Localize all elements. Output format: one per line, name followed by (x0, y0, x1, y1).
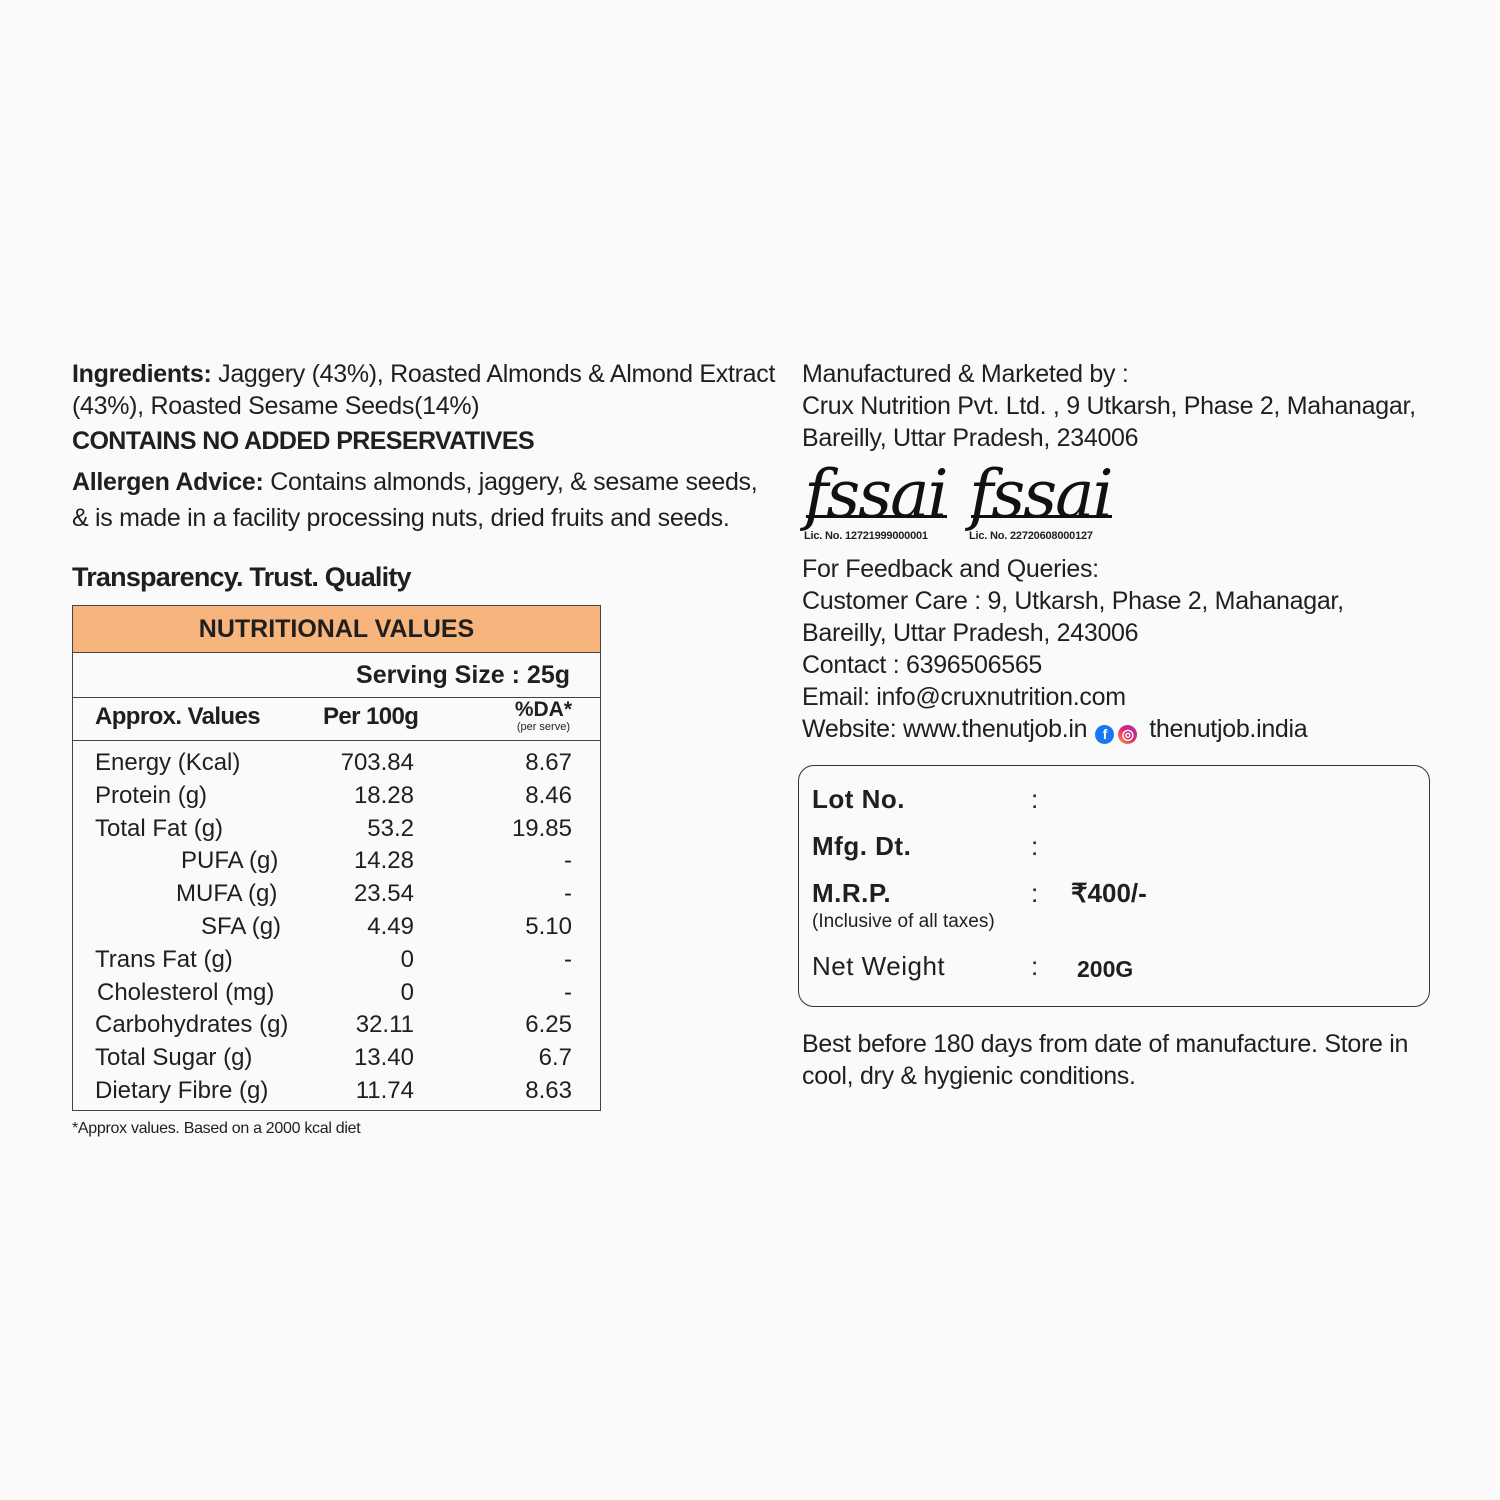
column-header-approx-values: Approx. Values (95, 703, 260, 730)
nutrition-table-title: NUTRITIONAL VALUES (73, 606, 600, 653)
fssai-logo (804, 456, 947, 533)
table-row (73, 977, 600, 1010)
no-preservatives-note: CONTAINS NO ADDED PRESERVATIVES (72, 427, 535, 455)
daily-allowance-value: - (564, 880, 572, 908)
per-100g-value: 32.11 (355, 1011, 414, 1039)
mrp-label: M.R.P. (812, 878, 892, 908)
mrp-colon: : (1031, 878, 1039, 908)
daily-allowance-value: 5.10 (525, 912, 572, 940)
per-100g-value: 14.28 (353, 847, 414, 875)
per-100g-value: 18.28 (353, 781, 414, 809)
net-weight-value: 200G (1077, 956, 1134, 982)
per-100g-value: 0 (400, 978, 414, 1006)
fssai-badge (969, 456, 1112, 542)
table-row (73, 944, 600, 977)
fssai-badge (804, 456, 947, 542)
website-url: Website: www.thenutjob.in (802, 715, 1088, 743)
customer-care-address: Customer Care : 9, Utkarsh, Phase 2, Mahanagar, (802, 587, 1344, 615)
table-row (73, 911, 600, 944)
tagline: Transparency. Trust. Quality (72, 562, 411, 592)
manufacturer-info (802, 358, 1442, 454)
nutrient-name: PUFA (g) (181, 847, 279, 875)
daily-allowance-value: - (564, 945, 572, 973)
nutrition-rows (73, 741, 600, 1108)
nutrient-name: Total Fat (g) (95, 814, 224, 842)
allergen-body: Contains almonds, jaggery, & sesame seeds, & is made in a facility processing nuts, dried fruits and seeds. (72, 468, 758, 532)
per-100g-value: 703.84 (340, 749, 414, 776)
fssai-logo-text: fssai (804, 456, 947, 533)
daily-allowance-value: - (564, 978, 572, 1006)
nutrient-name: SFA (g) (201, 912, 282, 940)
per-100g-value: 4.49 (367, 912, 414, 940)
contact-phone: Contact : 6396506565 (802, 651, 1043, 679)
mfg-date-colon: : (1031, 831, 1039, 861)
daily-allowance-label: %DA* (514, 698, 572, 721)
allergen-advice (72, 464, 772, 536)
daily-allowance-sublabel: (per serve) (516, 721, 570, 733)
serving-size: Serving Size : 25g (73, 653, 600, 698)
nutrition-table (72, 605, 601, 1111)
nutrient-name: MUFA (g) (176, 880, 278, 908)
table-row (73, 780, 600, 813)
batch-info-box (798, 765, 1430, 1007)
nutrition-footnote: *Approx values. Based on a 2000 kcal diet (72, 1120, 361, 1137)
daily-allowance-value: - (564, 847, 572, 875)
instagram-icon: ◎ (1118, 725, 1137, 744)
lot-number-label: Lot No. (812, 784, 906, 814)
nutrient-name: Total Sugar (g) (95, 1044, 253, 1072)
ingredients-body: Jaggery (43%), Roasted Almonds & Almond Extract (43%), Roasted Sesame Seeds(14%) (72, 360, 776, 420)
table-row (73, 813, 600, 846)
nutrient-name: Cholesterol (mg) (97, 978, 275, 1006)
nutrition-column-headers (73, 698, 600, 741)
daily-allowance-value: 6.25 (525, 1011, 572, 1039)
daily-allowance-value: 19.85 (511, 814, 572, 842)
per-100g-value: 0 (400, 945, 414, 973)
website-line (802, 713, 1442, 745)
table-row (73, 845, 600, 878)
column-header-per-100g: Per 100g (323, 703, 419, 730)
manufacturer-address-line1: Crux Nutrition Pvt. Ltd. , 9 Utkarsh, Phase 2, Mahanagar, (802, 392, 1416, 420)
per-100g-value: 13.40 (353, 1044, 414, 1072)
best-before-note: Best before 180 days from date of manufacture. Store in cool, dry & hygienic conditions. (802, 1030, 1409, 1090)
nutrient-name: Trans Fat (g) (95, 945, 233, 973)
table-row (73, 747, 600, 780)
daily-allowance-value: 8.46 (525, 781, 572, 809)
table-row (73, 878, 600, 911)
net-weight-label: Net Weight (812, 951, 946, 981)
customer-care-city: Bareilly, Uttar Pradesh, 243006 (802, 619, 1139, 647)
nutrient-name: Carbohydrates (g) (95, 1011, 289, 1039)
manufacturer-heading: Manufactured & Marketed by : (802, 360, 1129, 388)
fssai-license-number: Lic. No. 22720608000127 (969, 530, 1093, 542)
feedback-heading: For Feedback and Queries: (802, 555, 1099, 583)
per-100g-value: 53.2 (367, 814, 414, 842)
contact-info (802, 553, 1442, 745)
fssai-logo-text: fssai (969, 456, 1112, 533)
fssai-license-number: Lic. No. 12721999000001 (804, 530, 928, 542)
daily-allowance-value: 8.63 (525, 1076, 572, 1104)
lot-number-colon: : (1031, 784, 1039, 814)
social-handle: thenutjob.india (1149, 715, 1308, 743)
mrp-tax-note: (Inclusive of all taxes) (812, 911, 995, 932)
table-row (73, 1009, 600, 1042)
fssai-logo (969, 456, 1112, 533)
net-weight-colon: : (1031, 951, 1039, 981)
manufacturer-address-line2: Bareilly, Uttar Pradesh, 234006 (802, 424, 1139, 452)
mfg-date-label: Mfg. Dt. (812, 831, 912, 861)
table-row (73, 1075, 600, 1108)
nutrient-name: Energy (Kcal) (95, 749, 241, 776)
daily-allowance-value: 6.7 (538, 1044, 572, 1072)
nutrient-name: Dietary Fibre (g) (95, 1076, 269, 1104)
facebook-icon: f (1095, 725, 1114, 744)
daily-allowance-value: 8.67 (525, 749, 572, 776)
column-header-daily-allowance (515, 698, 572, 733)
allergen-label: Allergen Advice: (72, 468, 264, 496)
nutrient-name: Protein (g) (95, 781, 208, 809)
per-100g-value: 23.54 (353, 880, 414, 908)
mrp-value: ₹400/- (1071, 878, 1147, 908)
ingredients-text (72, 358, 784, 422)
contact-email: Email: info@cruxnutrition.com (802, 683, 1126, 711)
table-row (73, 1042, 600, 1075)
ingredients-label: Ingredients: (72, 360, 212, 388)
per-100g-value: 11.74 (355, 1076, 414, 1104)
